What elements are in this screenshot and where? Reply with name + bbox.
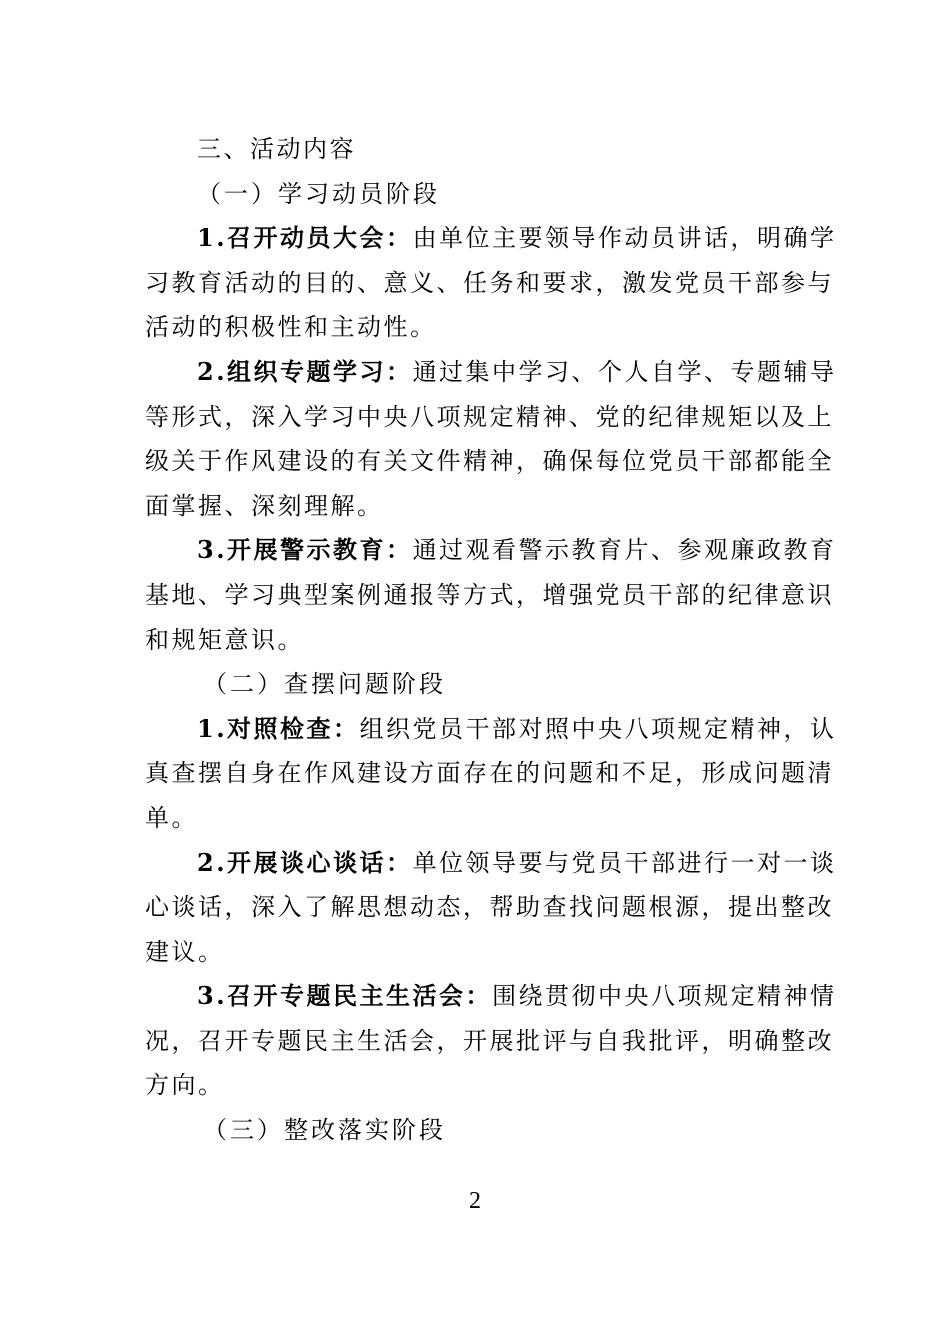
stage3-heading: （三）整改落实阶段 [203,1116,446,1145]
item-text: 建议。 [145,937,225,966]
item-text: 通过观看警示教育片、参观廉政教育 [412,536,837,565]
item-text: 活动的积极性和主动性。 [145,313,437,342]
section-title: 三、活动内容 [197,135,356,163]
item-text: 习教育活动的目的、意义、任务和要求，激发党员干部参与 [145,268,834,297]
stage2-item-1 [145,707,837,841]
item-text: 面掌握、深刻理解。 [145,491,384,520]
stage1-item-1 [145,216,837,350]
item-text: 单。 [145,803,198,832]
stage1-item-3 [145,528,837,662]
item-text: 等形式，深入学习中央八项规定精神、党的纪律规矩以及上 [145,402,834,431]
page-number: 2 [469,1188,481,1214]
item-text: 基地、学习典型案例通报等方式，增强党员干部的纪律意识 [145,580,834,609]
stage1-heading: （一）学习动员阶段 [197,179,440,208]
item-text: 单位领导要与党员干部进行一对一谈 [412,848,837,877]
stage2-heading: （二）查摆问题阶段 [203,670,446,699]
item-text: 由单位主要领导作动员讲话，明确学 [412,224,837,253]
item-text: 和规矩意识。 [145,625,304,654]
item-label: 2.组织专题学习： [197,356,413,386]
item-label: 1.召开动员大会： [197,223,413,253]
document-body [145,127,837,1153]
item-label: 1.对照检查： [197,713,360,743]
item-text: 组织党员干部对照中央八项规定精神，认 [359,714,837,743]
item-text: 围绕贯彻中央八项规定精神情 [492,982,837,1011]
stage1-item-2 [145,350,837,528]
item-text: 级关于作风建设的有关文件精神，确保每位党员干部都能全 [145,447,834,476]
item-text: 真查摆自身在作风建设方面存在的问题和不足，形成问题清 [145,759,834,788]
stage2-item-3 [145,974,837,1108]
item-text: 心谈话，深入了解思想动态，帮助查找问题根源，提出整改 [145,893,834,922]
item-text: 通过集中学习、个人自学、专题辅导 [412,357,837,386]
item-text: 方向。 [145,1071,225,1100]
item-text: 况，召开专题民主生活会，开展批评与自我批评，明确整改 [145,1026,834,1055]
item-label: 3.召开专题民主生活会： [197,981,493,1011]
item-label: 3.开展警示教育： [197,535,413,565]
stage2-item-2 [145,841,837,975]
item-label: 2.开展谈心谈话： [197,847,413,877]
